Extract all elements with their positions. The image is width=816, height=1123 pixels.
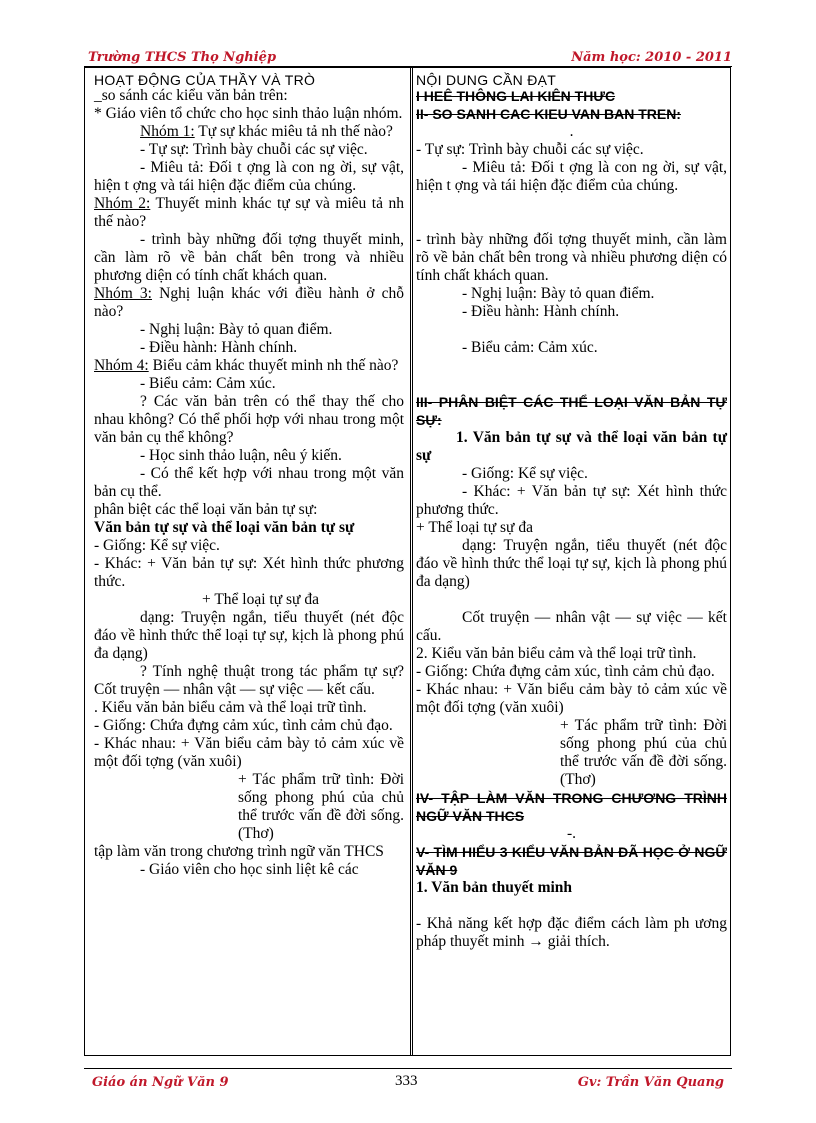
group-4-question [94, 357, 404, 375]
section-heading: II- SO SANH CAC KIEU VAN BAN TREN: [416, 106, 681, 122]
paragraph: * Giáo viên tổ chức cho học sinh thảo luận nhóm. [94, 105, 403, 122]
paragraph: - Tự sự: Trình bày chuỗi các sự việc. [140, 141, 368, 158]
paragraph: - Biểu cảm: Cảm xúc. [140, 375, 276, 392]
paragraph: _so sánh các kiểu văn bản trên: [94, 87, 288, 104]
footer-subject: Giáo án Ngữ Văn 9 [92, 1075, 229, 1090]
paragraph: - Giống: Kể sự việc. [94, 537, 220, 554]
paragraph: - Biểu cảm: Cảm xúc. [462, 339, 598, 356]
paragraph: - Nghị luận: Bày tỏ quan điểm. [140, 321, 333, 338]
group-question: Nghị luận khác với điều hành ở chỗ nào? [94, 285, 404, 320]
subheading: 1. Văn bản tự sự và thể loại văn bản tự sự [416, 429, 727, 464]
paragraph: . [569, 123, 574, 140]
group-3-question [94, 285, 404, 321]
paragraph: dạng: Truyện ngắn, tiểu thuyết (nét độc đáo về hình thức thể loại tự sự, kịch là phong phú đa dạng) [94, 609, 404, 662]
paragraph: - Khác nhau: + Văn biểu cảm bày tỏ cảm xúc về một đối tợng (văn xuôi) [94, 735, 404, 770]
header-school: Trường THCS Thọ Nghiệp [88, 50, 277, 65]
footer-teacher: Gv: Trần Văn Quang [577, 1075, 724, 1090]
content-to-achieve-column [416, 71, 727, 951]
paragraph: - Nghị luận: Bày tỏ quan điểm. [462, 285, 655, 302]
paragraph: + Thể loại tự sự đa [202, 591, 319, 608]
right-column-heading: NỘI DUNG CẦN ĐẠT [416, 72, 557, 87]
group-label: Nhóm 1: [140, 123, 195, 140]
paragraph: Cốt truyện — nhân vật — sự việc — kết cấu. [416, 609, 727, 644]
spacer [416, 357, 727, 393]
paragraph: - Khác nhau: + Văn biểu cảm bày tỏ cảm xúc về một đối tợng (văn xuôi) [416, 681, 727, 716]
header-school-year: Năm học: 2010 - 2011 [571, 50, 732, 65]
paragraph: - Điều hành: Hành chính. [462, 303, 620, 320]
paragraph: - Giống: Kể sự việc. [462, 465, 588, 482]
paragraph: . Kiểu văn bản biểu cảm và thể loại trữ tình. [94, 699, 367, 716]
paragraph: + Tác phẩm trữ tình: Đời sống phong phú của chủ thể trước vấn đề đời sống. (Thơ) [238, 771, 404, 842]
spacer [416, 591, 727, 609]
group-2-question [94, 195, 404, 231]
paragraph: - trình bày những đối tợng thuyết minh, cần làm rõ về bản chất bên trong và nhiều phương diện có tính chất khách quan. [416, 231, 727, 284]
paragraph: + Thể loại tự sự đa [416, 519, 533, 536]
paragraph: + Tác phẩm trữ tình: Đời sống phong phú của chủ thể trước vấn đề đời sống. (Thơ) [560, 717, 727, 788]
paragraph: - Điều hành: Hành chính. [140, 339, 298, 356]
paragraph: - Khác: + Văn bản tự sự: Xét hình thức phương thức. [416, 483, 727, 518]
paragraph: -. [566, 825, 577, 842]
section-heading: I HEÊ THÔNG LAI KIÊN THƯC [416, 88, 616, 104]
paragraph: - Có thể kết hợp với nhau trong một văn bản cụ thể. [94, 465, 404, 500]
paragraph: ? Các văn bản trên có thể thay thế cho nhau không? Có thể phối hợp với nhau trong một văn bản cụ thể không? [94, 393, 404, 446]
section-heading: V- TÌM HIỂU 3 KIỂU VĂN BẢN ĐÃ HỌC Ở NGỮ VĂN 9 [416, 844, 727, 878]
paragraph: - Giống: Chứa đựng cảm xúc, tình cảm chủ đạo. [94, 717, 393, 734]
paragraph: - Học sinh thảo luận, nêu ý kiến. [140, 447, 342, 464]
group-label: Nhóm 2: [94, 195, 151, 212]
group-question: Thuyết minh khác tự sự và miêu tả nh thế nào? [94, 195, 404, 230]
paragraph: tập làm văn trong chương trình ngữ văn THCS [94, 843, 384, 860]
paragraph: - Miêu tả: Đối t ợng là con ng ời, sự vật, hiện t ợng và tái hiện đặc điểm của chúng. [416, 159, 727, 194]
group-label: Nhóm 4: [94, 357, 149, 374]
paragraph: - Giáo viên cho học sinh liệt kê các [140, 861, 359, 878]
group-question: Biểu cảm khác thuyết minh nh thế nào? [148, 357, 399, 374]
group-label: Nhóm 3: [94, 285, 152, 302]
left-column-heading: HOẠT ĐỘNG CỦA THẦY VÀ TRÒ [94, 72, 316, 87]
paragraph: ? Tính nghệ thuật trong tác phẩm tự sự? Cốt truyện — nhân vật — sự việc — kết cấu. [94, 663, 404, 698]
section-heading: IV- TẬP LÀM VĂN TRONG CHƯƠNG TRÌNH NGỮ VĂN THCS [416, 790, 727, 824]
paragraph: - trình bày những đối tợng thuyết minh, cần làm rõ về bản chất bên trong và nhiều phương diện có tính chất khách quan. [94, 231, 404, 284]
paragraph: dạng: Truyện ngắn, tiểu thuyết (nét độc đáo về hình thức thể loại tự sự, kịch là phong phú đa dạng) [416, 537, 727, 590]
spacer [416, 897, 727, 915]
paragraph: - Miêu tả: Đối t ợng là con ng ời, sự vật, hiện t ợng và tái hiện đặc điểm của chúng. [94, 159, 404, 194]
group-1-question [94, 123, 404, 141]
paragraph: 2. Kiểu văn bản biểu cảm và thể loại trữ tình. [416, 645, 697, 662]
group-question: Tự sự khác miêu tả nh thế nào? [194, 123, 393, 140]
subheading: 1. Văn bản thuyết minh [416, 879, 573, 896]
spacer [416, 195, 727, 231]
teacher-student-activities-column [94, 71, 404, 879]
spacer [416, 321, 727, 339]
paragraph: - Khả năng kết hợp đặc điểm cách làm ph ương pháp thuyết minh → giải thích. [416, 915, 727, 950]
paragraph: - Tự sự: Trình bày chuỗi các sự việc. [416, 141, 644, 158]
column-divider [410, 67, 413, 1056]
section-heading: III- PHÂN BIỆT CÁC THỂ LOẠI VĂN BẢN TỰ SỰ: [416, 394, 727, 428]
subheading: Văn bản tự sự và thể loại văn bản tự sự [94, 519, 355, 536]
footer-rule [84, 1068, 732, 1069]
paragraph: - Khác: + Văn bản tự sự: Xét hình thức phương thức. [94, 555, 404, 590]
page-number: 333 [395, 1073, 418, 1089]
paragraph: - Giống: Chứa đựng cảm xúc, tình cảm chủ đạo. [416, 663, 715, 680]
paragraph: phân biệt các thể loại văn bản tự sự: [94, 501, 318, 518]
